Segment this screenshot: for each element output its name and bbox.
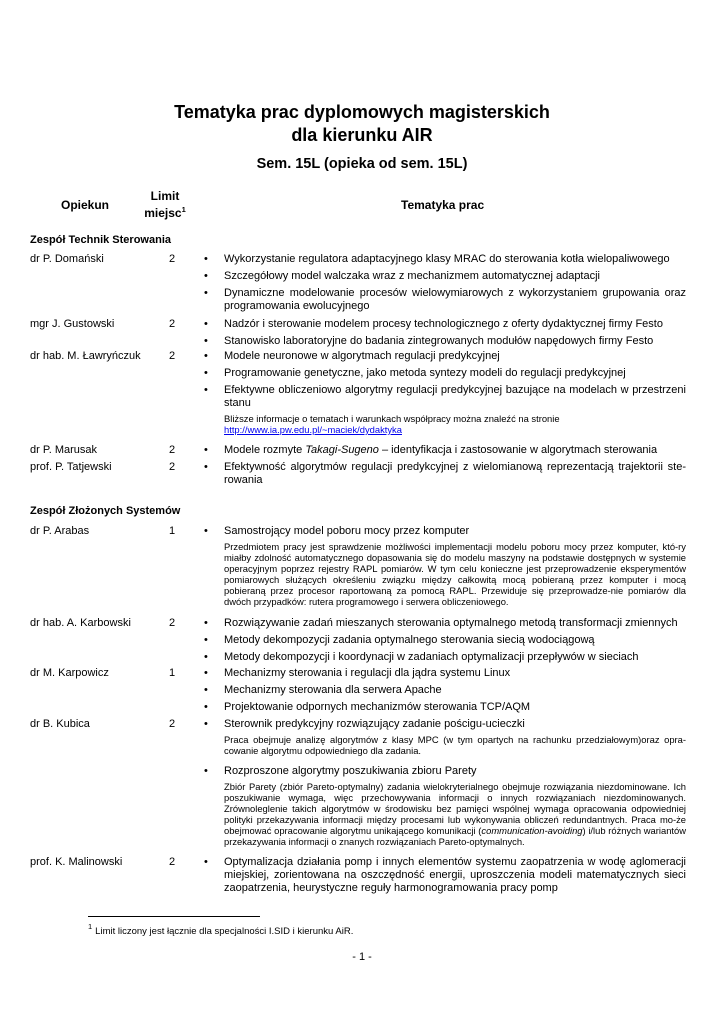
limit-value: 2 — [169, 718, 176, 730]
topic-item — [224, 525, 686, 607]
topic-list — [224, 461, 686, 491]
section-heading: Zespół Złożonych Systemów — [30, 505, 181, 517]
topic-item — [224, 765, 686, 847]
topic-item — [224, 718, 686, 756]
topic-item: • Wykorzystanie regulatora adaptacyjnego klasy MRAC do sterowania kotła wielopaliwowego — [224, 253, 686, 266]
topic-note-text: Bliższe informacje o tematach i warunkach współpracy można znaleźć na stronie — [224, 413, 560, 424]
limit-value: 2 — [169, 350, 176, 362]
topic-item: • Szczegółowy model walczaka wraz z mechanizmem automatycznej adaptacji — [224, 270, 686, 283]
supervisor-name: dr hab. M. Ławryńczuk — [30, 350, 141, 362]
topic-list — [224, 318, 686, 352]
topic-list — [224, 718, 686, 851]
topic-title: • Sterownik predykcyjny rozwiązujący zadanie pościgu-ucieczki — [224, 718, 525, 730]
supervisor-name: dr hab. A. Karbowski — [30, 617, 131, 629]
topic-list — [224, 617, 686, 668]
topic-list — [224, 856, 686, 899]
topic-item: • Mechanizmy sterowania dla serwera Apache — [224, 684, 686, 697]
page-number: - 1 - — [352, 951, 372, 963]
topic-item: • Efektywność algorytmów regulacji predykcyjnej z wielomianową reprezentacją trajektorii ste-rowania — [224, 461, 686, 487]
footnote — [88, 922, 353, 937]
limit-value: 2 — [169, 617, 176, 629]
supervisor-name: dr P. Domański — [30, 253, 104, 265]
topic-note-text: Zbiór Parety (zbiór Pareto-optymalny) zadania wielokryterialnego obejmuje rozwiązania niezdominowane. Ich poszukiwanie wymaga, więc przechowywania informacji o innych rozwiązaniach niezdominowanych. Zrównoleglenie takich algorytmów w środowisku bez pamięci wspólnej wymaga opracowania odpowiedniej polityki przekazywania informacji między procesami lub wykonywania obliczeń redundantnych. Praca mo-że obejmować opracowanie algorytmu unikającego komunikacji ( — [224, 781, 686, 836]
limit-value: 2 — [169, 856, 176, 868]
info-link[interactable]: http://www.ia.pw.edu.pl/~maciek/dydaktyka — [224, 424, 402, 435]
topic-note — [224, 413, 686, 435]
header-topics: Tematyka prac — [401, 198, 485, 212]
section-heading: Zespół Technik Sterowania — [30, 234, 171, 246]
topic-item: • Nadzór i sterowanie modelem procesy technologicznego z oferty dydaktycznej firmy Festo — [224, 318, 686, 331]
title-line-1: Tematyka prac dyplomowych magisterskich — [174, 102, 550, 122]
topic-item: • Optymalizacja działania pomp i innych elementów systemu zaopatrzenia w wodę aglomeracji miejskiej, zorientowana na oszczędność energii, uproszczenia modeli matematycznych sieci zaopatrzenia, heurystyczne reguły harmonogramowania pracy pomp — [224, 856, 686, 895]
supervisor-name: mgr J. Gustowski — [30, 318, 115, 330]
limit-value: 1 — [169, 667, 176, 679]
topic-text: Modele rozmyte — [224, 444, 306, 456]
topic-item: • Mechanizmy sterowania i regulacji dla jądra systemu Linux — [224, 667, 686, 680]
footnote-mark: 1 — [88, 922, 93, 931]
topic-list — [224, 350, 686, 439]
limit-value: 2 — [169, 318, 176, 330]
topic-item: • Metody dekompozycji i koordynacji w zadaniach optymalizacji przepływów w sieciach — [224, 651, 686, 664]
topic-item: • Modele neuronowe w algorytmach regulacji predykcyjnej — [224, 350, 686, 363]
header-limit-line-1: Limit — [150, 189, 180, 203]
topic-list — [224, 253, 686, 317]
topic-note-text: ) i/lub różnych wariantów przekazywania informacji o znanych rozwiązaniach Pareto-optymalnych. — [224, 825, 686, 847]
topic-item: • Metody dekompozycji zadania optymalnego sterowania siecią wodociągową — [224, 634, 686, 647]
topic-text: – identyfikacja i zastosowanie w algorytmach sterowania — [378, 444, 658, 456]
topic-note: Praca obejmuje analizę algorytmów z klasy MPC (w tym opartych na rachunku przedziałowym)oraz opra-cowanie algorytmu odpowiedniego dla zadania. — [224, 734, 686, 756]
topic-title: • Samostrojący model poboru mocy przez komputer — [224, 525, 470, 537]
header-supervisor: Opiekun — [61, 198, 110, 212]
header-limit — [137, 189, 193, 220]
topic-list — [224, 667, 686, 718]
supervisor-name: dr P. Marusak — [30, 444, 98, 456]
supervisor-name: dr P. Arabas — [30, 525, 90, 537]
limit-value: 2 — [169, 253, 176, 265]
topic-item: • Projektowanie odpornych mechanizmów sterowania TCP/AQM — [224, 701, 686, 714]
topic-item: • Dynamiczne modelowanie procesów wielowymiarowych z wykorzystaniem grupowania oraz programowania ewolucyjnego — [224, 287, 686, 313]
limit-value: 1 — [169, 525, 176, 537]
document-title — [0, 101, 724, 147]
supervisor-name: prof. P. Tatjewski — [30, 461, 112, 473]
header-limit-line-2: miejsc — [144, 206, 182, 220]
supervisor-name: dr B. Kubica — [30, 718, 90, 730]
topic-item: • Programowanie genetyczne, jako metoda syntezy modeli do regulacji predykcyjnej — [224, 367, 686, 380]
topic-item: • Rozwiązywanie zadań mieszanych sterowania optymalnego metodą transformacji zmiennych — [224, 617, 686, 630]
topic-title: • Rozproszone algorytmy poszukiwania zbioru Parety — [224, 765, 477, 777]
topic-list — [224, 525, 686, 611]
topic-note: Przedmiotem pracy jest sprawdzenie możliwości implementacji modelu poboru mocy przez komputer, któ-ry miałby zdolność automatycznego dopasowania się do modelu maszyny na podstawie dostępnych w systemie operacyjnym poprzez rejestry RAPL pomiarów. W tym celu konieczne jest przeprowadzenie eksperymentów pomiarowych służących określeniu związku między całkowitą mocą pobieraną przez komputer i mocą pobieraną przez procesor raportowaną za pomocą RAPL. Przewiduje się przeprowadze-nie pomiarów dla dwóch przypadków: rutera programowego i serwera obliczeniowego. — [224, 541, 686, 607]
topic-note — [224, 781, 686, 847]
supervisor-name: prof. K. Malinowski — [30, 856, 123, 868]
supervisor-name: dr M. Karpowicz — [30, 667, 109, 679]
footnote-ref[interactable]: 1 — [181, 205, 186, 214]
topic-note-emphasis: communication-avoiding — [481, 825, 583, 836]
limit-value: 2 — [169, 461, 176, 473]
limit-value: 2 — [169, 444, 176, 456]
title-line-2: dla kierunku AIR — [291, 125, 433, 145]
topic-list — [224, 444, 686, 461]
topic-text-emphasis: Takagi-Sugeno — [305, 444, 379, 456]
topic-item: • Stanowisko laboratoryjne do badania zintegrowanych modułów napędowych firmy Festo — [224, 335, 686, 348]
topic-title: • Efektywne obliczeniowo algorytmy regulacji predykcyjnej bazujące na modelach w przestrzeni stanu — [224, 384, 686, 409]
document-subtitle: Sem. 15L (opieka od sem. 15L) — [256, 156, 468, 172]
footnote-text: Limit liczony jest łącznie dla specjalności I.SID i kierunku AiR. — [95, 926, 354, 937]
footnote-divider — [88, 916, 260, 917]
topic-item — [224, 444, 686, 457]
topic-item — [224, 384, 686, 435]
